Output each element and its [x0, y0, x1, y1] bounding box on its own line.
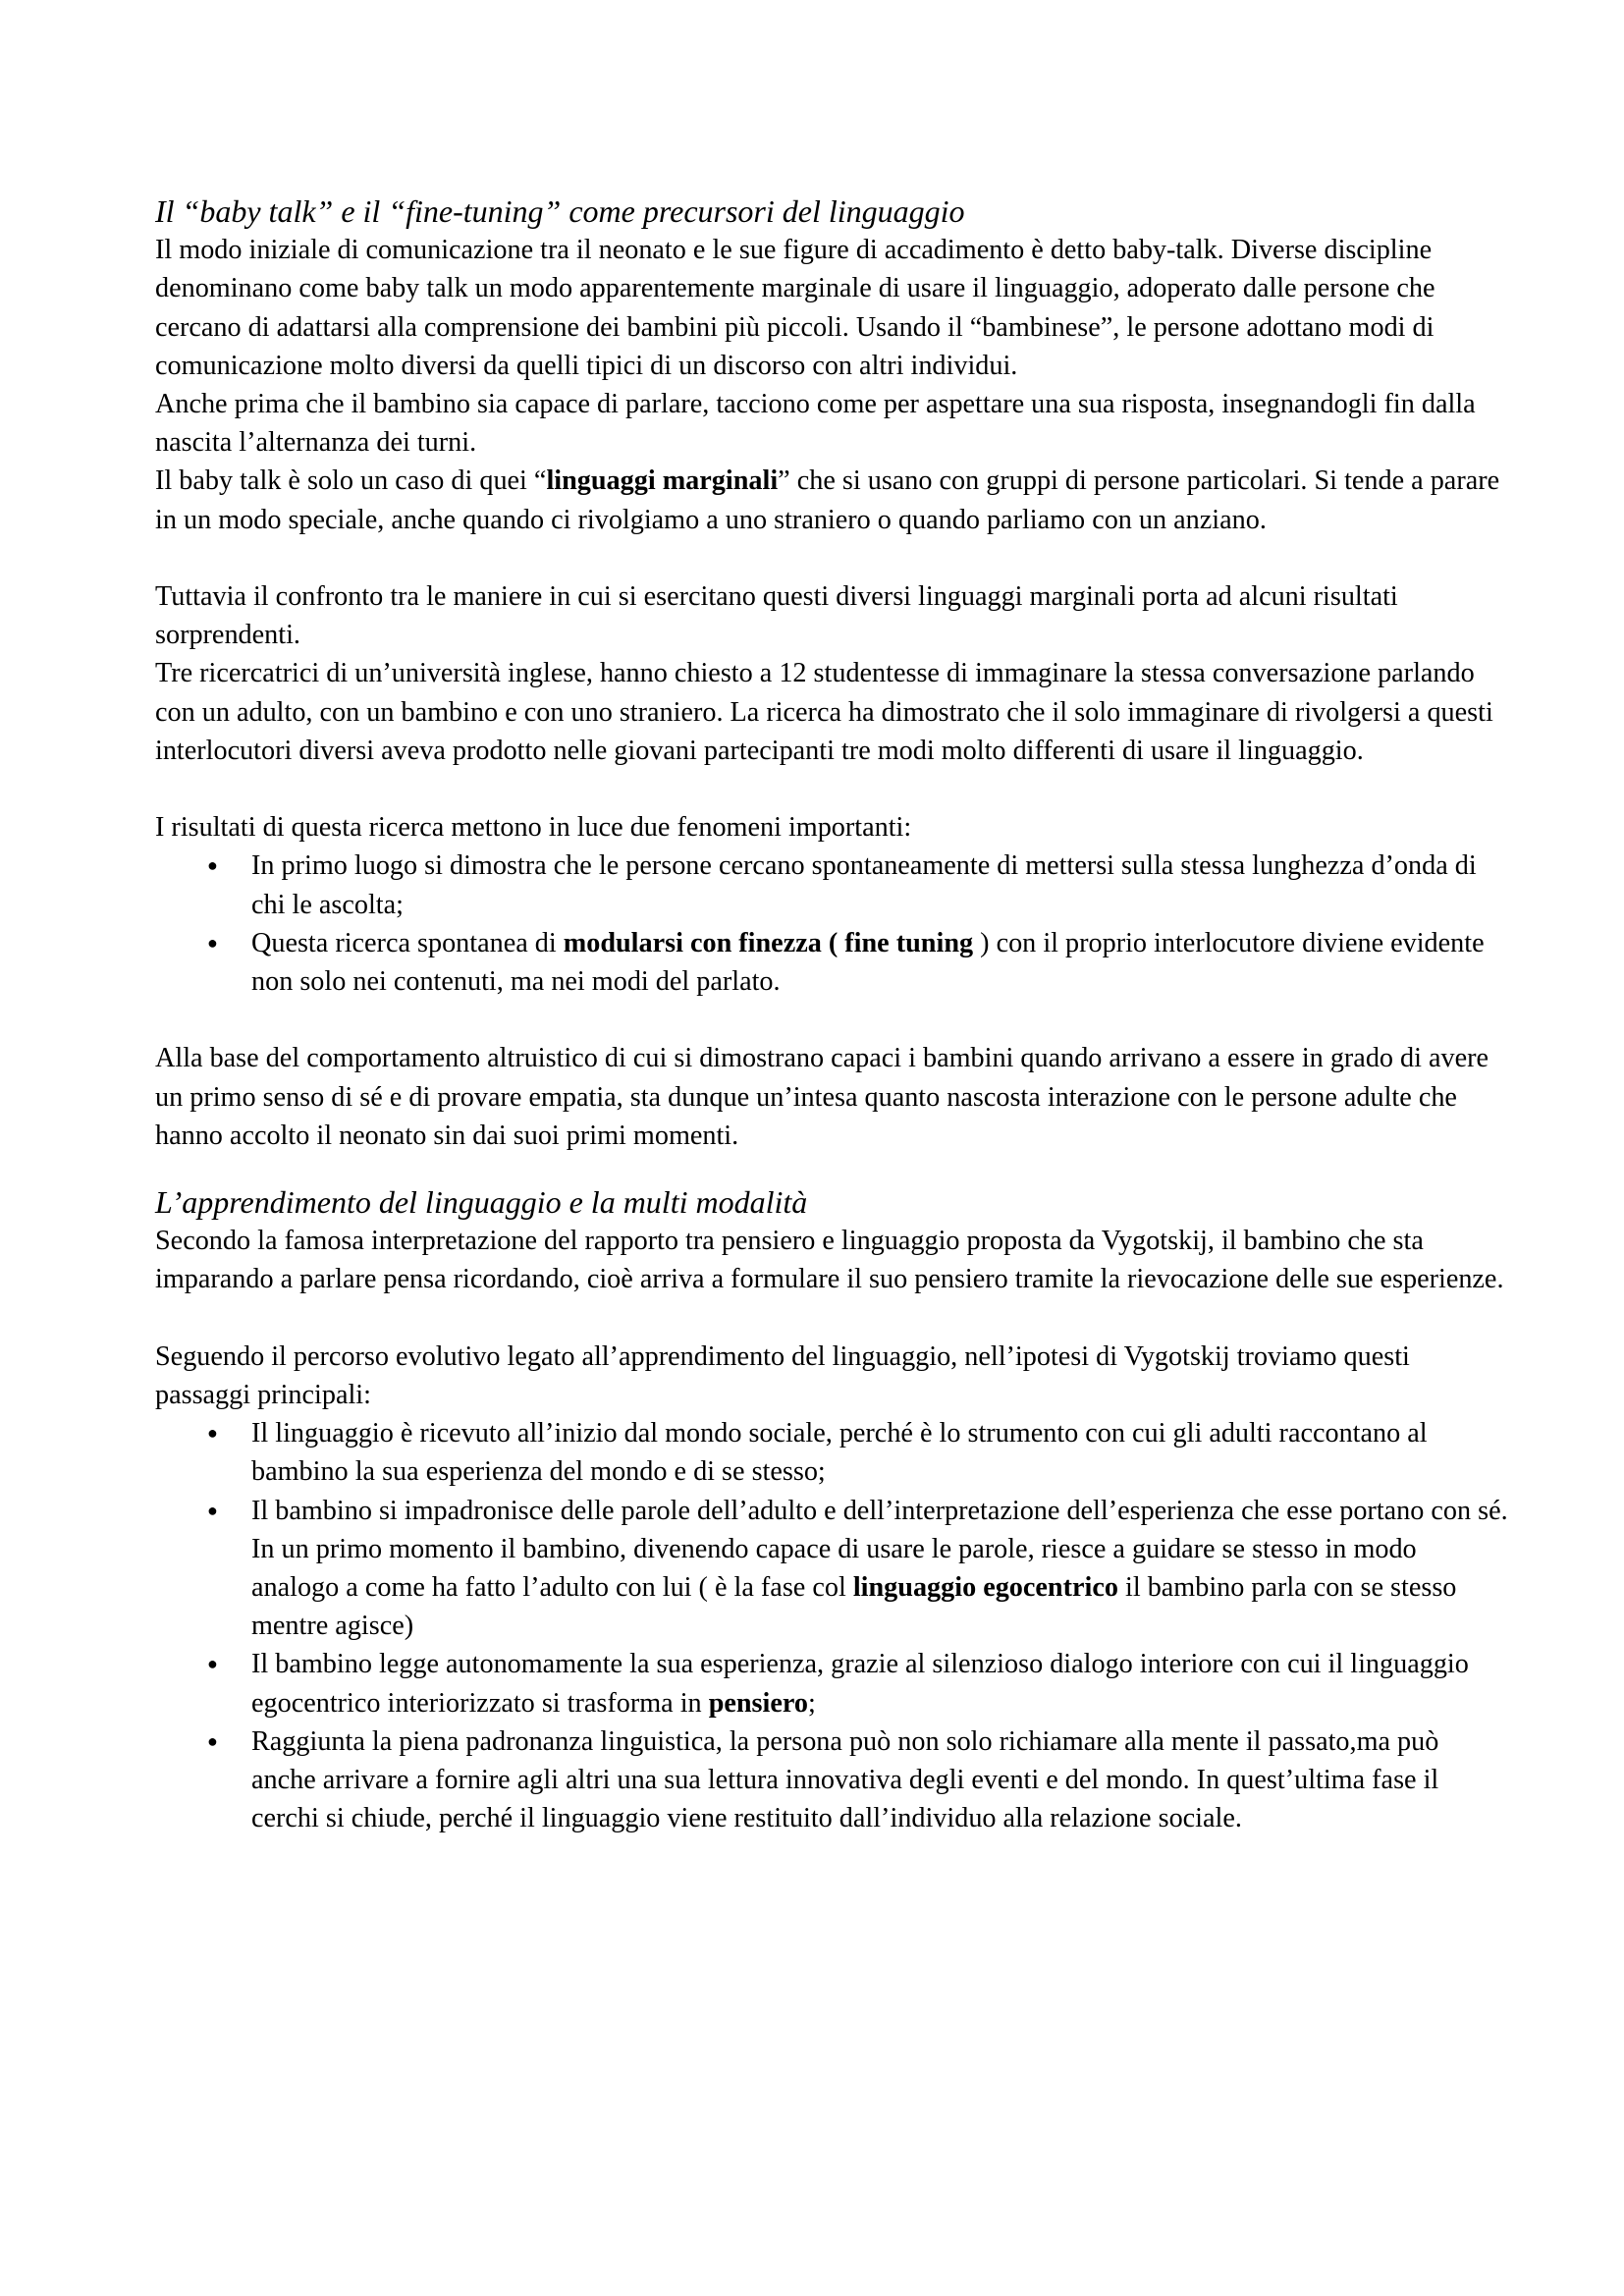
paragraph: Tuttavia il confronto tra le maniere in cui si esercitano questi diversi linguaggi marginali porta ad alcuni risultati sorprendenti. [155, 581, 1398, 651]
paragraph [155, 462, 1510, 538]
paragraph-gap [155, 1299, 1510, 1338]
paragraph: Seguendo il percorso evolutivo legato all’apprendimento del linguaggio, nell’ipotesi di Vygotskij troviamo questi passaggi principali: [155, 1340, 1410, 1411]
bullet-list [155, 1414, 1510, 1837]
bullet-icon: ● [207, 1654, 218, 1674]
paragraph: I risultati di questa ricerca mettono in luce due fenomeni importanti: [155, 812, 912, 844]
paragraph: Alla base del comportamento altruistico di cui si dimostrano capaci i bambini quando arrivano a essere in grado di avere un primo senso di sé e di provare empatia, sta dunque un’intesa quanto nascosta interazione con le persone adulte che hanno accolto il neonato sin dai suoi primi momenti. [155, 1043, 1489, 1151]
paragraph: Il modo iniziale di comunicazione tra il neonato e le sue figure di accadimento è detto baby-talk. Diverse discipline denominano come baby talk un modo apparentemente marginale di usare il linguaggio, adoperato dalle persone che cercano di adattarsi alla comprensione dei bambini più piccoli. Usando il “bambinese”, le persone adottano modi di comunicazione molto diversi da quelli tipici di un discorso con altri individui. [155, 235, 1435, 381]
text-run: ) con il proprio interlocutore diviene evidente non solo nei contenuti, ma nei modi del parlato. [251, 927, 1485, 998]
bold-term: pensiero [708, 1687, 808, 1719]
list-item-text: Raggiunta la piena padronanza linguistica, la persona può non solo richiamare alla mente il passato,ma può anche arrivare a fornire agli altri una sua lettura innovativa degli eventi e del mondo. In quest’ultima fase il cerchi si chiude, perché il linguaggio viene restituito dall’individuo alla relazione sociale. [251, 1725, 1439, 1834]
paragraph-gap [155, 770, 1510, 808]
bullet-icon: ● [207, 1500, 218, 1520]
bullet-icon: ● [207, 1423, 218, 1444]
bold-term: modularsi con finezza ( fine tuning [563, 927, 974, 958]
paragraph: Tre ricercatrici di un’università inglese, hanno chiesto a 12 studentesse di immaginare la stessa conversazione parlando con un adulto, con un bambino e con uno straniero. La ricerca ha dimostrato che il solo immaginare di rivolgersi a questi interlocutori diversi aveva prodotto nelle giovani partecipanti tre modi molto differenti di usare il linguaggio. [155, 658, 1493, 766]
list-item [207, 1722, 1510, 1838]
list-item [207, 1645, 1510, 1722]
text-run: Il baby talk è solo un caso di quei “ [155, 465, 547, 497]
bullet-icon: ● [207, 855, 218, 876]
paragraph-gap [155, 539, 1510, 577]
bold-term: linguaggi marginali [546, 465, 779, 497]
section-heading-apprendimento: L’apprendimento del linguaggio e la multi modalità [155, 1184, 808, 1221]
list-item-text: Il linguaggio è ricevuto all’inizio dal mondo sociale, perché è lo strumento con cui gli adulti raccontano al bambino la sua esperienza del mondo e di se stesso; [251, 1418, 1428, 1488]
paragraph-gap [155, 1001, 1510, 1039]
list-item [207, 847, 1510, 923]
paragraph: Anche prima che il bambino sia capace di parlare, tacciono come per aspettare una sua risposta, insegnandogli fin dalla nascita l’alternanza dei turni. [155, 389, 1476, 459]
bullet-icon: ● [207, 1730, 218, 1751]
text-run: ” che si usano con gruppi di persone particolari. Si tende a parare in un modo speciale, anche quando ci rivolgiamo a uno straniero o quando parliamo con un anziano. [155, 465, 1500, 535]
list-item [207, 1414, 1510, 1491]
text-run: ; [807, 1687, 816, 1719]
text-run: Questa ricerca spontanea di [251, 927, 564, 958]
document-page [155, 192, 1510, 1837]
text-run: Il bambino si impadronisce delle parole dell’adulto e dell’interpretazione dell’esperienza che esse portano con sé. In un primo momento il bambino, divenendo capace di usare le parole, riesce a guidare se stesso in modo analogo a come ha fatto l’adulto con lui ( è la fase col [251, 1495, 1508, 1604]
bullet-icon: ● [207, 932, 218, 953]
section-heading-baby-talk: Il “baby talk” e il “fine-tuning” come precursori del linguaggio [155, 193, 965, 229]
text-run: Il bambino legge autonomamente la sua esperienza, grazie al silenzioso dialogo interiore con cui il linguaggio egocentrico interiorizzato si trasforma in [251, 1649, 1469, 1719]
bullet-list [155, 847, 1510, 1001]
list-item [207, 1492, 1510, 1646]
bold-term: linguaggio egocentrico [852, 1572, 1118, 1604]
section-gap [155, 1155, 1510, 1183]
list-item [207, 924, 1510, 1001]
text-run: il bambino parla con se stesso mentre agisce) [251, 1572, 1457, 1642]
list-item-text: In primo luogo si dimostra che le persone cercano spontaneamente di mettersi sulla stessa lunghezza d’onda di chi le ascolta; [251, 850, 1477, 920]
paragraph: Secondo la famosa interpretazione del rapporto tra pensiero e linguaggio proposta da Vygotskij, il bambino che sta imparando a parlare pensa ricordando, cioè arriva a formulare il suo pensiero tramite la rievocazione delle sue esperienze. [155, 1226, 1504, 1295]
